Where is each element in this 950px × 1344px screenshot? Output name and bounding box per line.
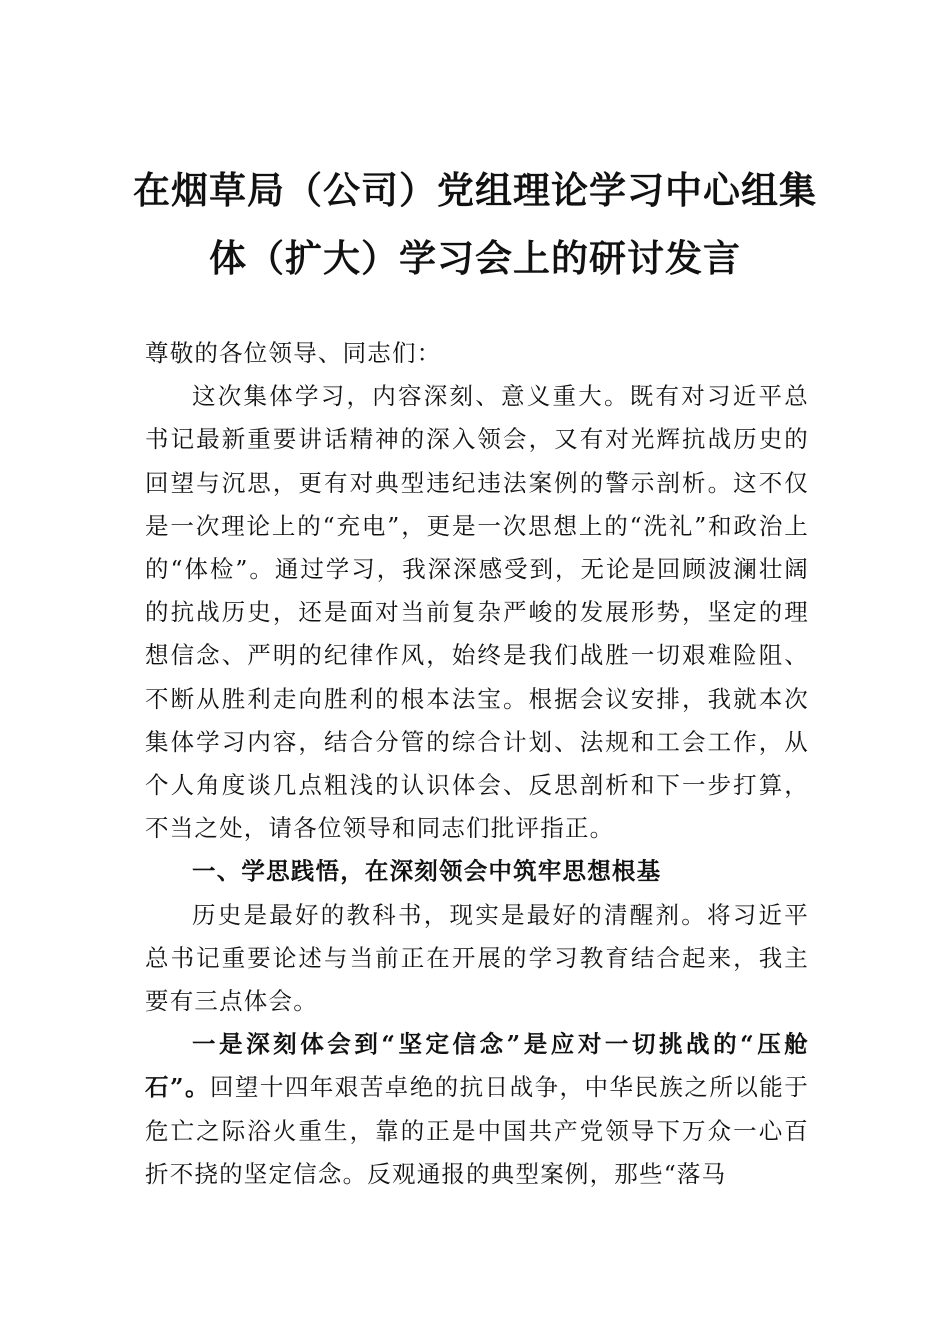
paragraph-point-1	[145, 1023, 809, 1196]
section-heading-1: 一、学思践悟，在深刻领会中筑牢思想根基	[192, 857, 662, 886]
paragraph-opening: 这次集体学习，内容深刻、意义重大。既有对习近平总书记最新重要讲话精神的深入领会，又有对光辉抗战历史的回望与沉思，更有对典型违纪违法案例的警示剖析。这不仅是一次理论上的“充电”，更是一次思想上的“洗礼”和政治上的“体检”。通过学习，我深深感受到，无论是回顾波澜壮阔的抗战历史，还是面对当前复杂严峻的发展形势，坚定的理想信念、严明的纪律作风，始终是我们战胜一切艰难险阻、不断从胜利走向胜利的根本法宝。根据会议安排，我就本次集体学习内容，结合分管的综合计划、法规和工会工作，从个人角度谈几点粗浅的认识体会、反思剖析和下一步打算，不当之处，请各位领导和同志们批评指正。	[145, 382, 809, 843]
point-1-text: 回望十四年艰苦卓绝的抗日战争，中华民族之所以能于危亡之际浴火重生，靠的正是中国共产党领导下万众一心百折不挠的坚定信念。反观通报的典型案例，那些“落马	[145, 1073, 809, 1188]
document-body	[145, 332, 809, 1196]
paragraph-section-1-intro: 历史是最好的教科书，现实是最好的清醒剂。将习近平总书记重要论述与当前正在开展的学习教育结合起来，我主要有三点体会。	[145, 900, 809, 1016]
document-title-line-1: 在烟草局（公司）党组理论学习中心组集	[133, 169, 817, 212]
point-1-lead: 一是深刻体会到“坚定信念”是应对一切挑战的“压舱石”。	[145, 1030, 809, 1102]
document-title-line-2: 体（扩大）学习会上的研讨发言	[209, 237, 741, 280]
salutation: 尊敬的各位领导、同志们：	[145, 339, 442, 367]
